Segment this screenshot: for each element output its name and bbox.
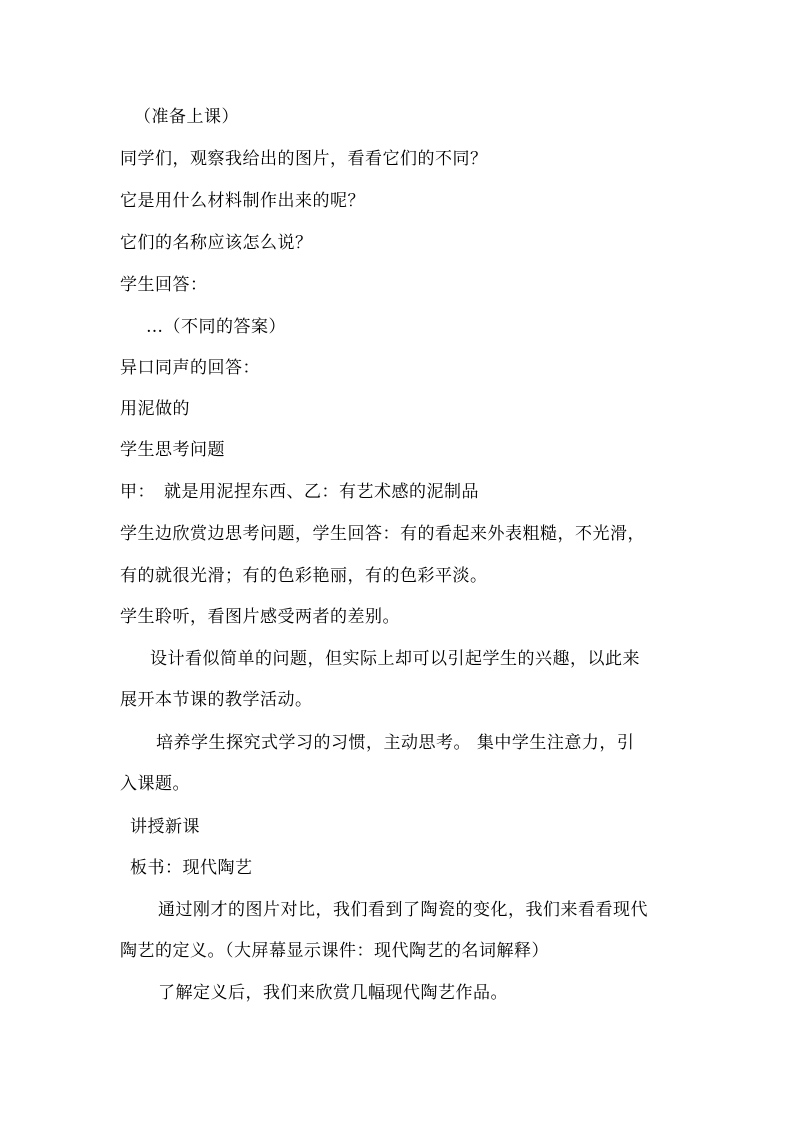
text-line: 入课题。 bbox=[120, 774, 190, 794]
text-line: 它是用什么材料制作出来的呢？ bbox=[120, 191, 365, 211]
text-line: 通过刚才的图片对比，我们看到了陶瓷的变化，我们来看看现代 bbox=[158, 900, 648, 920]
text-line: 用泥做的 bbox=[120, 399, 190, 419]
text-line: 培养学生探究式学习的习惯，主动思考。 集中学生注意力，引 bbox=[156, 733, 635, 753]
text-line: （准备上课） bbox=[134, 107, 239, 127]
text-line: 有的就很光滑；有的色彩艳丽，有的色彩平淡。 bbox=[120, 566, 488, 586]
text-line: 同学们，观察我给出的图片，看看它们的不同？ bbox=[120, 149, 488, 169]
text-line: 陶艺的定义。（大屏幕显示课件：现代陶艺的名词解释） bbox=[120, 941, 549, 961]
text-line: 学生回答： bbox=[120, 275, 208, 295]
text-line: 学生思考问题 bbox=[120, 440, 225, 460]
text-line: 甲： 就是用泥捏东西、乙：有艺术感的泥制品 bbox=[120, 482, 479, 502]
text-line: 异口同声的回答： bbox=[120, 358, 260, 378]
text-line: 了解定义后，我们来欣赏几幅现代陶艺作品。 bbox=[158, 983, 508, 1003]
text-line: 板书：现代陶艺 bbox=[130, 858, 253, 878]
text-line: 学生边欣赏边思考问题，学生回答：有的看起来外表粗糙，不光滑， bbox=[120, 524, 645, 544]
section-heading: 讲授新课 bbox=[130, 817, 200, 837]
text-line: 学生聆听，看图片感受两者的差别。 bbox=[120, 607, 400, 627]
text-line: …（不同的答案） bbox=[146, 317, 286, 337]
text-line: 展开本节课的教学活动。 bbox=[120, 690, 313, 710]
text-line: 设计看似简单的问题，但实际上却可以引起学生的兴趣，以此来 bbox=[150, 649, 640, 669]
text-line: 它们的名称应该怎么说？ bbox=[120, 233, 313, 253]
